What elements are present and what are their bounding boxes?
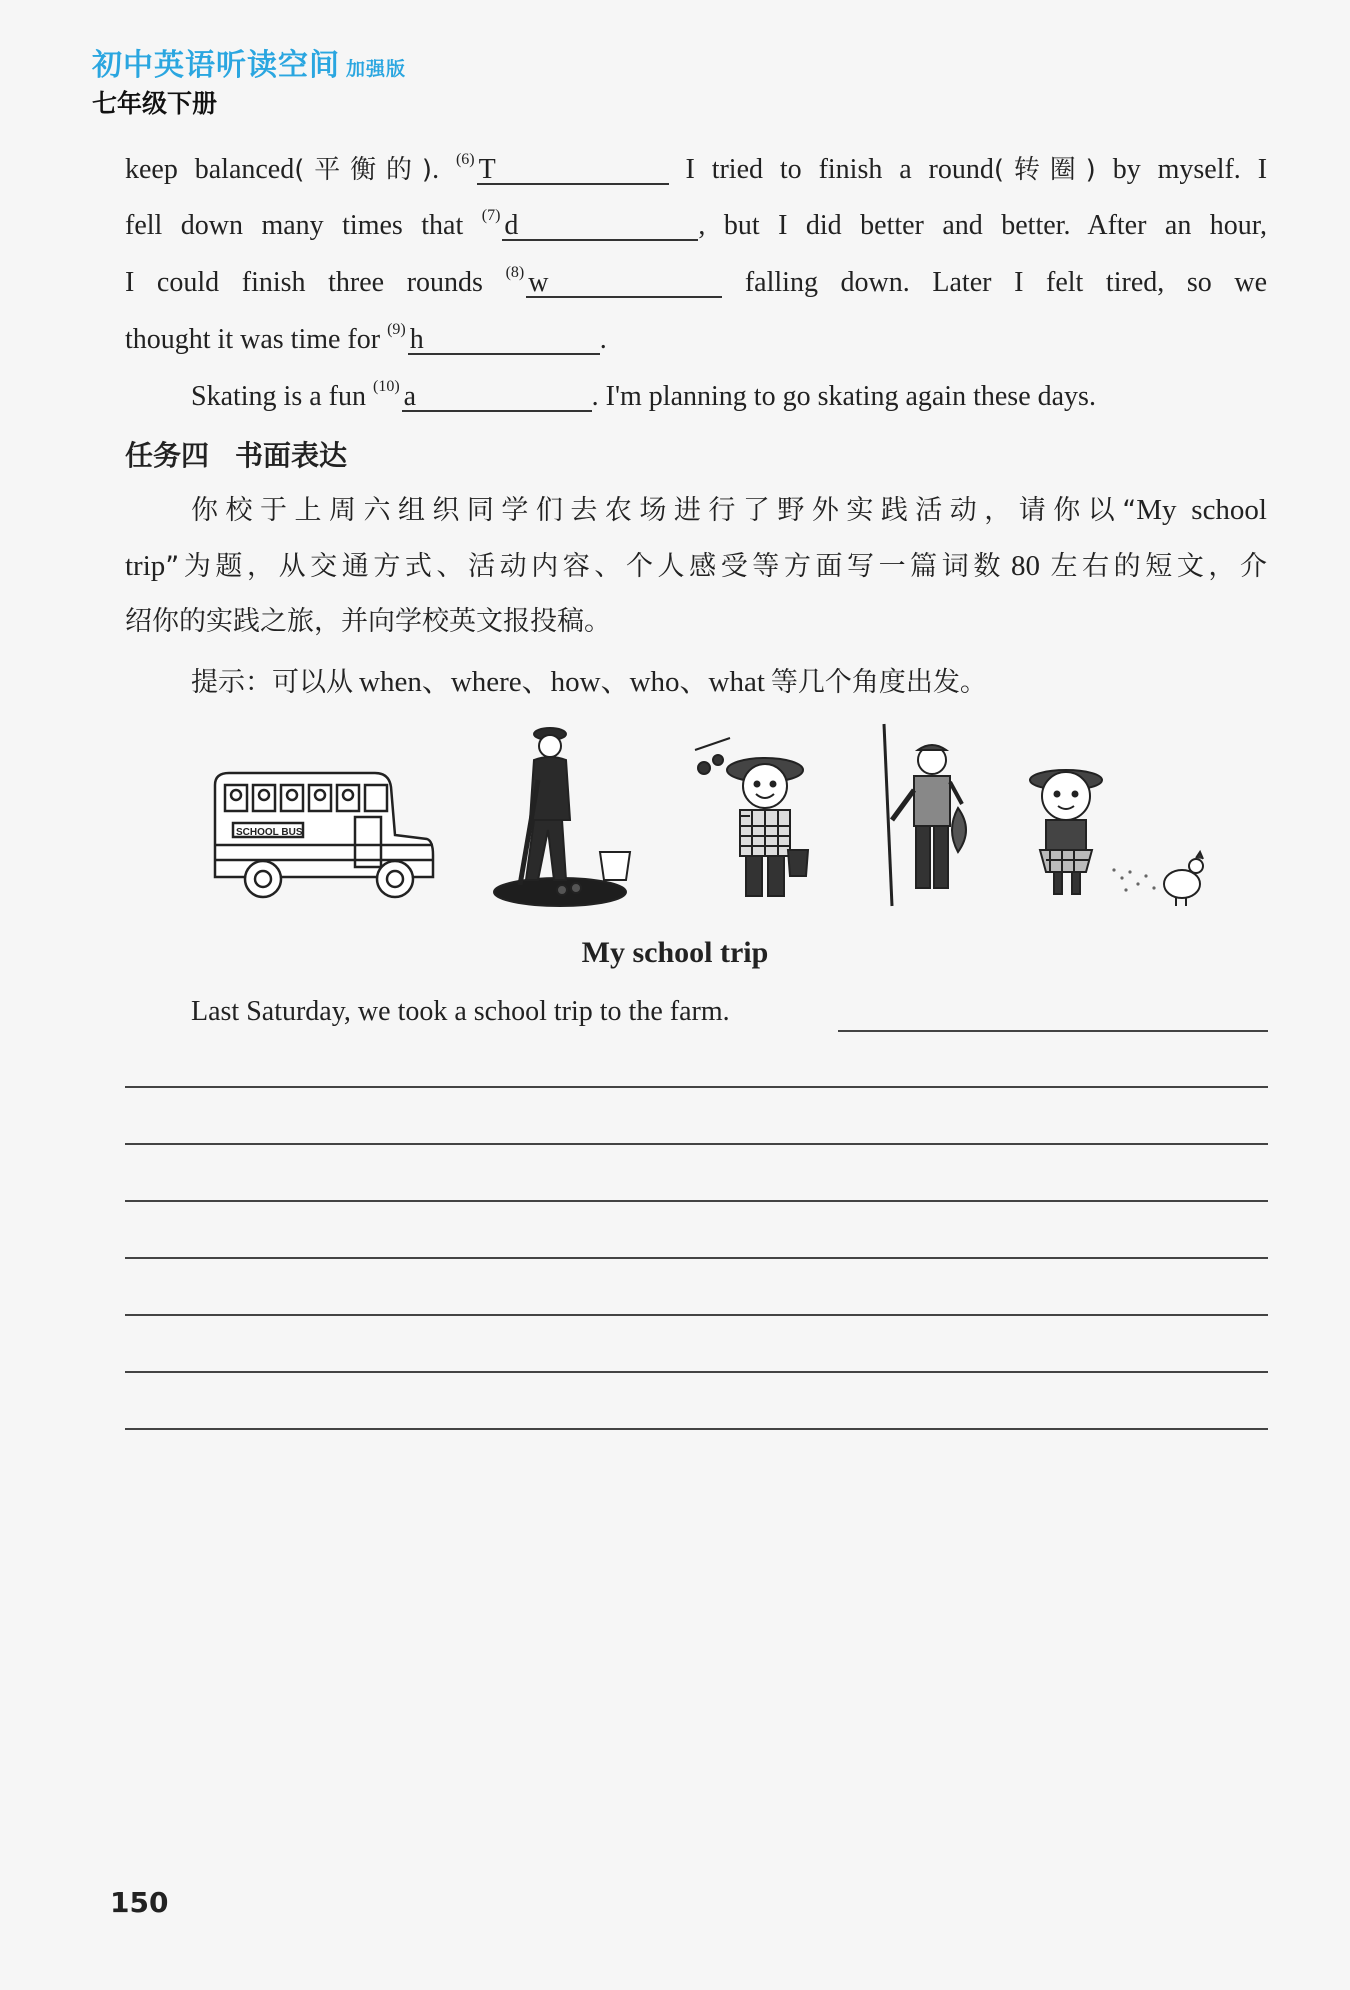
passage-line-5	[125, 377, 1267, 417]
blank-6-initial: T	[478, 154, 496, 185]
blank-number-9: (9)	[387, 321, 406, 338]
blank-9-initial: h	[409, 324, 424, 355]
blank-10[interactable]	[402, 381, 592, 412]
text-fragment: trip	[125, 550, 166, 582]
writing-line-6[interactable]	[125, 1371, 1268, 1373]
hint-words: when、where、how、who、what	[359, 666, 765, 698]
instruction-line-3: 绍你的实践之旅，并向学校英文报投稿。	[125, 606, 611, 637]
hint-line	[191, 660, 1333, 704]
page-number: 150	[110, 1886, 169, 1919]
text-fragment: fell down many times that	[125, 210, 464, 241]
writing-line-2[interactable]	[125, 1143, 1268, 1145]
series-name: 初中英语听读空间	[92, 48, 340, 83]
passage-line-1	[125, 150, 1267, 190]
text-fragment: thought it was time for	[125, 324, 381, 355]
writing-line-1[interactable]	[125, 1086, 1268, 1088]
text-fragment: , but I did better and better. After an hour,	[698, 210, 1268, 241]
text-fragment: (平衡的)	[294, 155, 433, 185]
task-number: 任务四	[125, 439, 210, 472]
blank-10-initial: a	[403, 381, 417, 412]
girl-feeding-chickens-illustration	[1010, 760, 1220, 910]
text-fragment: by myself. I	[1112, 154, 1268, 185]
illustration-strip	[200, 720, 1220, 920]
series-title	[92, 40, 406, 84]
passage-line-3	[125, 263, 1267, 303]
text-fragment: . I'm planning to go skating again these days.	[591, 381, 1096, 412]
blank-6[interactable]	[477, 154, 669, 185]
child-fishing-illustration	[870, 720, 990, 910]
writing-line-5[interactable]	[125, 1314, 1268, 1316]
blank-8-initial: w	[528, 267, 549, 298]
instruction-line-2	[125, 544, 1267, 588]
text-fragment: 等几个角度出发。	[770, 667, 987, 698]
bus-sign-text: SCHOOL BUS	[236, 827, 303, 838]
text-fragment: Skating is a fun	[191, 381, 366, 412]
grade-label: 七年级下册	[92, 89, 218, 118]
text-fragment: .	[432, 154, 440, 185]
blank-number-8: (8)	[505, 264, 525, 281]
essay-opening-sentence: Last Saturday, we took a school trip to the farm.	[191, 996, 730, 1027]
text-fragment: 左右的短文，介	[1045, 551, 1267, 582]
writing-line-0[interactable]	[838, 1030, 1268, 1032]
text-fragment: keep balanced	[125, 154, 295, 185]
school-bus-illustration	[205, 765, 435, 905]
hint-label: 提示：可以从	[191, 667, 353, 698]
blank-number-6: (6)	[455, 151, 475, 168]
text-fragment: My school	[1136, 494, 1267, 526]
writing-line-7[interactable]	[125, 1428, 1268, 1430]
passage-line-4	[125, 320, 1267, 360]
blank-8[interactable]	[526, 267, 722, 298]
blank-number-10: (10)	[373, 378, 400, 395]
text-fragment: .	[599, 324, 607, 355]
text-fragment: falling down. Later I felt tired, so we	[744, 267, 1268, 298]
essay-title: My school trip	[581, 936, 769, 969]
blank-7[interactable]	[502, 210, 698, 241]
text-fragment: ”为题，从交通方式、活动内容、个人感受等方面写一篇词数	[165, 551, 1005, 582]
text-fragment: I tried to finish a round	[685, 154, 994, 185]
task-heading	[125, 434, 347, 474]
text-fragment: 你校于上周六组织同学们去农场进行了野外实践活动，请你以“	[191, 495, 1137, 526]
instruction-line-1	[191, 488, 1267, 532]
blank-9[interactable]	[408, 324, 600, 355]
blank-number-7: (7)	[481, 207, 501, 224]
word-count: 80	[1010, 550, 1040, 582]
text-fragment: (转圈)	[993, 155, 1096, 185]
text-fragment: I could finish three rounds	[125, 267, 483, 298]
passage-line-2	[125, 206, 1267, 246]
writing-line-4[interactable]	[125, 1257, 1268, 1259]
edition-label: 加强版	[346, 58, 407, 80]
farmer-digging-illustration	[490, 720, 650, 910]
child-picking-apples-illustration	[690, 730, 830, 910]
blank-7-initial: d	[504, 210, 519, 241]
task-title: 书面表达	[235, 439, 348, 472]
writing-line-3[interactable]	[125, 1200, 1268, 1202]
